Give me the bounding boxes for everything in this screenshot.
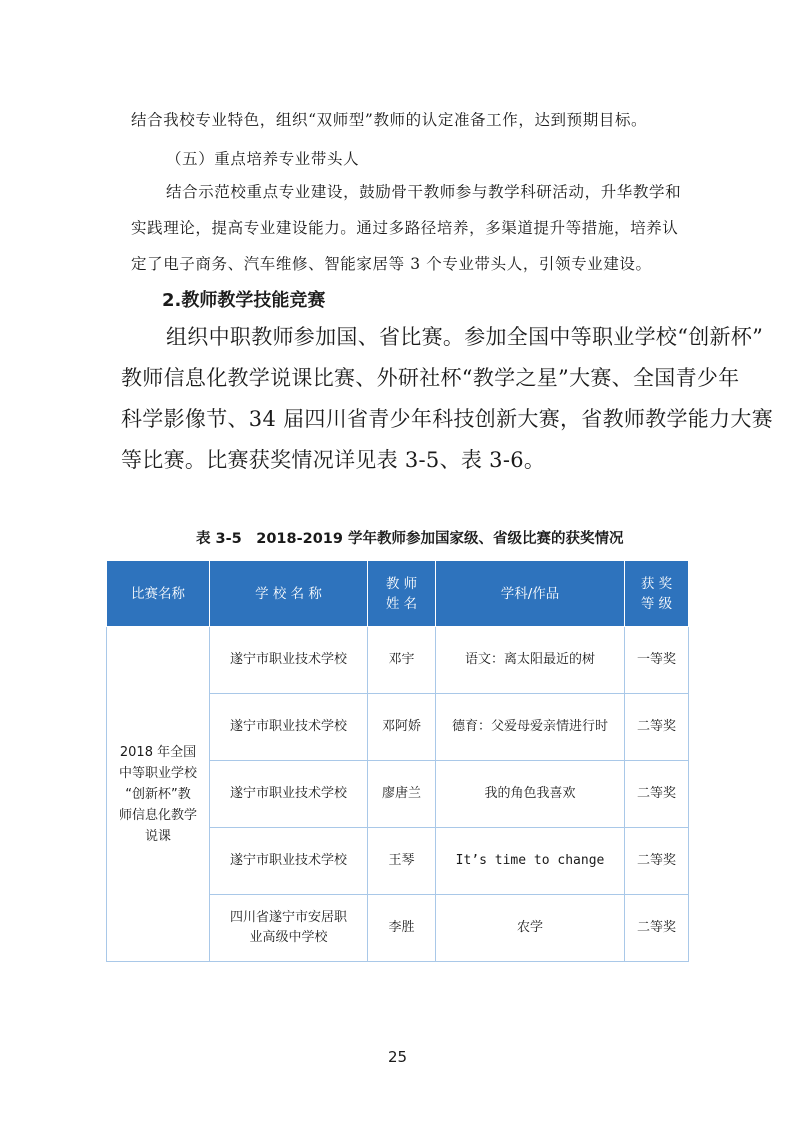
paragraph-line: 结合示范校重点专业建设，鼓励骨干教师参与教学科研活动，升华教学和	[166, 183, 682, 201]
section-title: （五）重点培养专业带头人	[166, 150, 360, 168]
paragraph-line: 科学影像节、34 届四川省青少年科技创新大赛，省教师教学能力大赛	[121, 407, 773, 431]
award-cell: 二等奖	[625, 694, 689, 761]
header-teacher: 教 师 姓 名	[368, 561, 436, 627]
paragraph-line: 实践理论，提高专业建设能力。通过多路径培养，多渠道提升等措施，培养认	[131, 219, 679, 237]
table-header-row	[107, 561, 689, 627]
award-cell: 一等奖	[625, 627, 689, 694]
school-cell: 遂宁市职业技术学校	[210, 694, 368, 761]
subject-cell: 我的角色我喜欢	[436, 761, 625, 828]
school-cell: 遂宁市职业技术学校	[210, 828, 368, 895]
teacher-cell: 王琴	[368, 828, 436, 895]
award-cell: 二等奖	[625, 761, 689, 828]
award-cell: 二等奖	[625, 895, 689, 962]
competition-name-cell: 2018 年全国 中等职业学校 “创新杯”教 师信息化教学 说课	[107, 627, 210, 962]
table-caption: 表 3-5 2018-2019 学年教师参加国家级、省级比赛的获奖情况	[196, 531, 624, 547]
paragraph-line: 定了电子商务、汽车维修、智能家居等 3 个专业带头人，引领专业建设。	[131, 255, 652, 273]
header-school: 学 校 名 称	[210, 561, 368, 627]
header-award: 获 奖 等 级	[625, 561, 689, 627]
header-competition: 比赛名称	[107, 561, 210, 627]
school-cell: 遂宁市职业技术学校	[210, 627, 368, 694]
teacher-cell: 邓阿娇	[368, 694, 436, 761]
teacher-cell: 邓宇	[368, 627, 436, 694]
teacher-cell: 李胜	[368, 895, 436, 962]
paragraph-line: 结合我校专业特色，组织“双师型”教师的认定准备工作，达到预期目标。	[131, 111, 648, 129]
subject-cell: 德育：父爱母爱亲情进行时	[436, 694, 625, 761]
subject-cell: It’s time to change	[436, 828, 625, 895]
table-row	[107, 627, 689, 694]
awards-table	[106, 560, 689, 962]
subject-cell: 语文：离太阳最近的树	[436, 627, 625, 694]
school-cell: 四川省遂宁市安居职 业高级中学校	[210, 895, 368, 962]
school-cell: 遂宁市职业技术学校	[210, 761, 368, 828]
paragraph-line: 组织中职教师参加国、省比赛。参加全国中等职业学校“创新杯”	[166, 325, 764, 349]
teacher-cell: 廖唐兰	[368, 761, 436, 828]
page-number: 25	[388, 1048, 408, 1066]
award-cell: 二等奖	[625, 828, 689, 895]
paragraph-line: 等比赛。比赛获奖情况详见表 3-5、表 3-6。	[121, 448, 546, 472]
subject-cell: 农学	[436, 895, 625, 962]
header-subject: 学科/作品	[436, 561, 625, 627]
section-heading: 2.教师教学技能竞赛	[162, 290, 326, 311]
paragraph-line: 教师信息化教学说课比赛、外研社杯“教学之星”大赛、全国青少年	[121, 366, 740, 390]
